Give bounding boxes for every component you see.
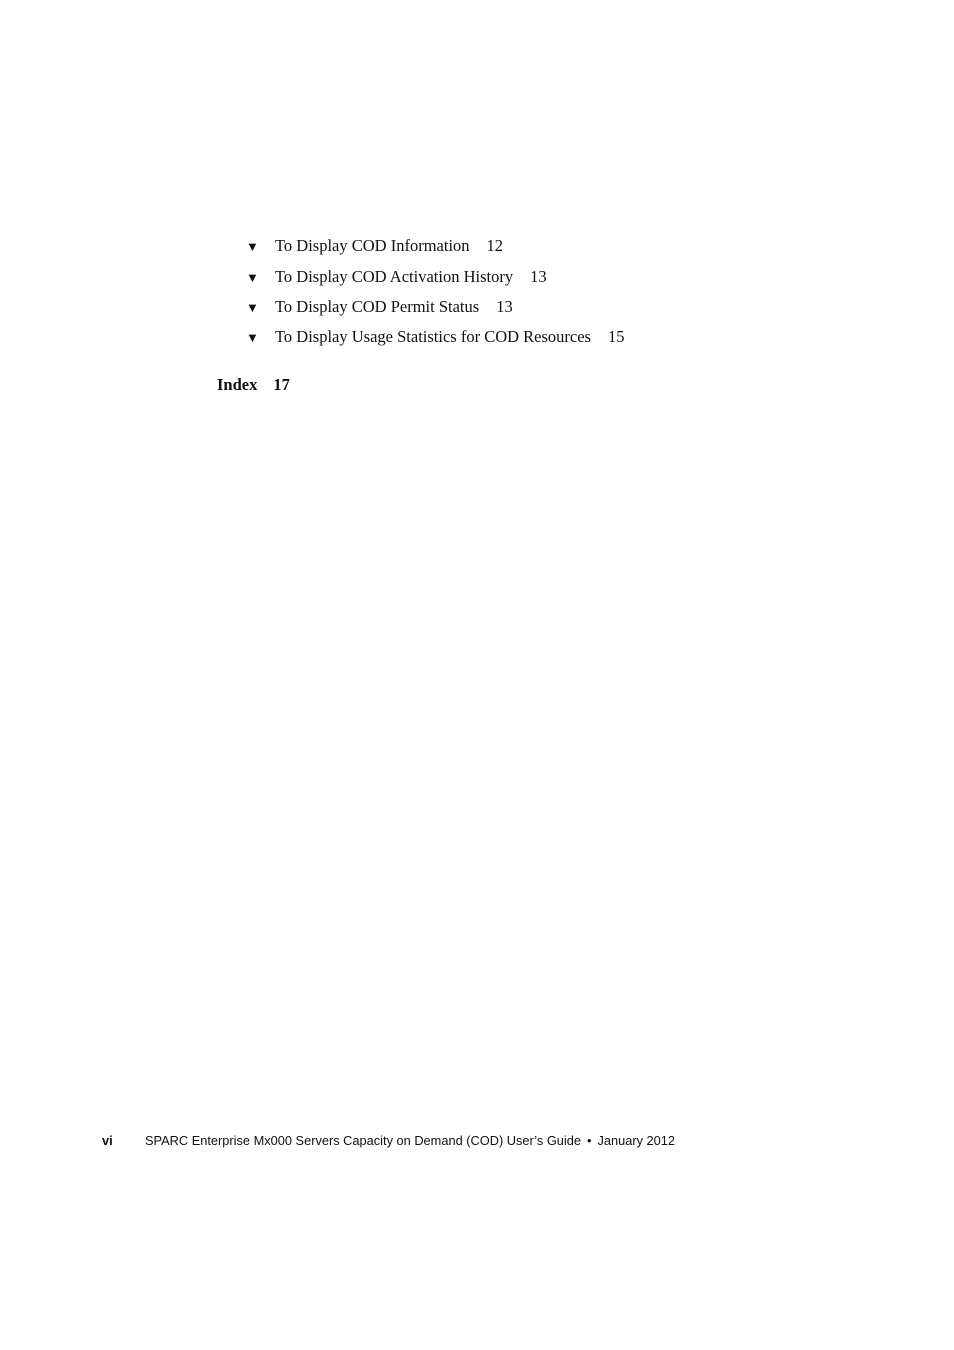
- page-number: vi: [102, 1133, 113, 1148]
- toc-entry-title: To Display COD Activation History: [275, 267, 514, 286]
- running-footer: [145, 1133, 675, 1148]
- toc-entry-display-cod-activation-history[interactable]: [246, 266, 547, 288]
- toc-entry-title: To Display Usage Statistics for COD Resources: [275, 327, 591, 346]
- book-title: SPARC Enterprise Mx000 Servers Capacity on Demand (COD) User’s Guide: [145, 1133, 581, 1148]
- toc-index-page: 17: [273, 375, 290, 394]
- toc-entry-page: 12: [486, 236, 504, 255]
- toc-entry-display-usage-statistics[interactable]: [246, 326, 624, 348]
- table-of-contents: [0, 0, 954, 420]
- toc-entry-page: 13: [530, 267, 547, 286]
- triangle-down-icon: ▼: [246, 238, 259, 254]
- triangle-down-icon: ▼: [246, 299, 259, 315]
- bullet-separator: •: [586, 1133, 592, 1148]
- triangle-down-icon: ▼: [246, 329, 259, 345]
- page-footer: [0, 1130, 954, 1152]
- toc-index-label: Index: [217, 375, 258, 394]
- toc-entry-title: To Display COD Information: [275, 236, 470, 255]
- toc-entry-display-cod-permit-status[interactable]: [246, 296, 513, 318]
- publication-date: January 2012: [597, 1133, 676, 1148]
- toc-entry-page: 13: [496, 297, 513, 316]
- toc-entry-display-cod-information[interactable]: [246, 235, 503, 257]
- toc-entry-page: 15: [607, 327, 625, 346]
- toc-entry-title: To Display COD Permit Status: [275, 297, 480, 316]
- toc-entry-index[interactable]: [217, 373, 290, 397]
- triangle-down-icon: ▼: [246, 269, 259, 285]
